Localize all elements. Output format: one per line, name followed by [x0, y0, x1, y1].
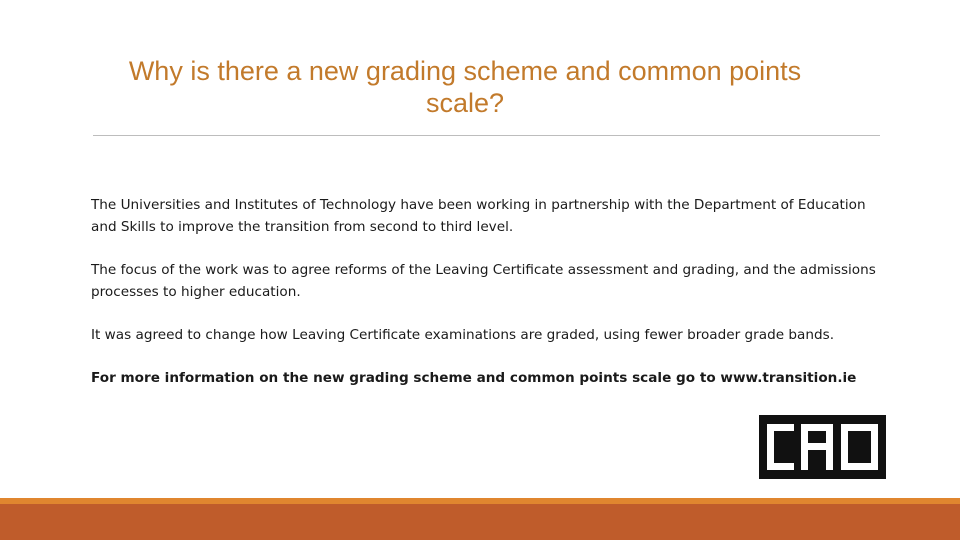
slide-title [40, 55, 890, 119]
paragraph-grade-bands: It was agreed to change how Leaving Certificate examinations are graded, using fewer broader grade bands. [91, 327, 835, 343]
slide-title-line-2: scale? [425, 88, 505, 118]
footer-bar [0, 504, 960, 540]
title-divider [93, 135, 880, 136]
paragraph-more-info: For more information on the new grading scheme and common points scale go to www.transition.ie [91, 370, 857, 386]
cao-logo [759, 415, 886, 479]
slide-title-line-1: Why is there a new grading scheme and common points [128, 56, 802, 86]
slide-body [91, 194, 891, 410]
paragraph-partnership: The Universities and Institutes of Technology have been working in partnership with the Department of Education and Skills to improve the transition from second to third level. [91, 197, 866, 235]
paragraph-reforms: The focus of the work was to agree reforms of the Leaving Certificate assessment and grading, and the admissions processes to higher education. [91, 262, 876, 300]
